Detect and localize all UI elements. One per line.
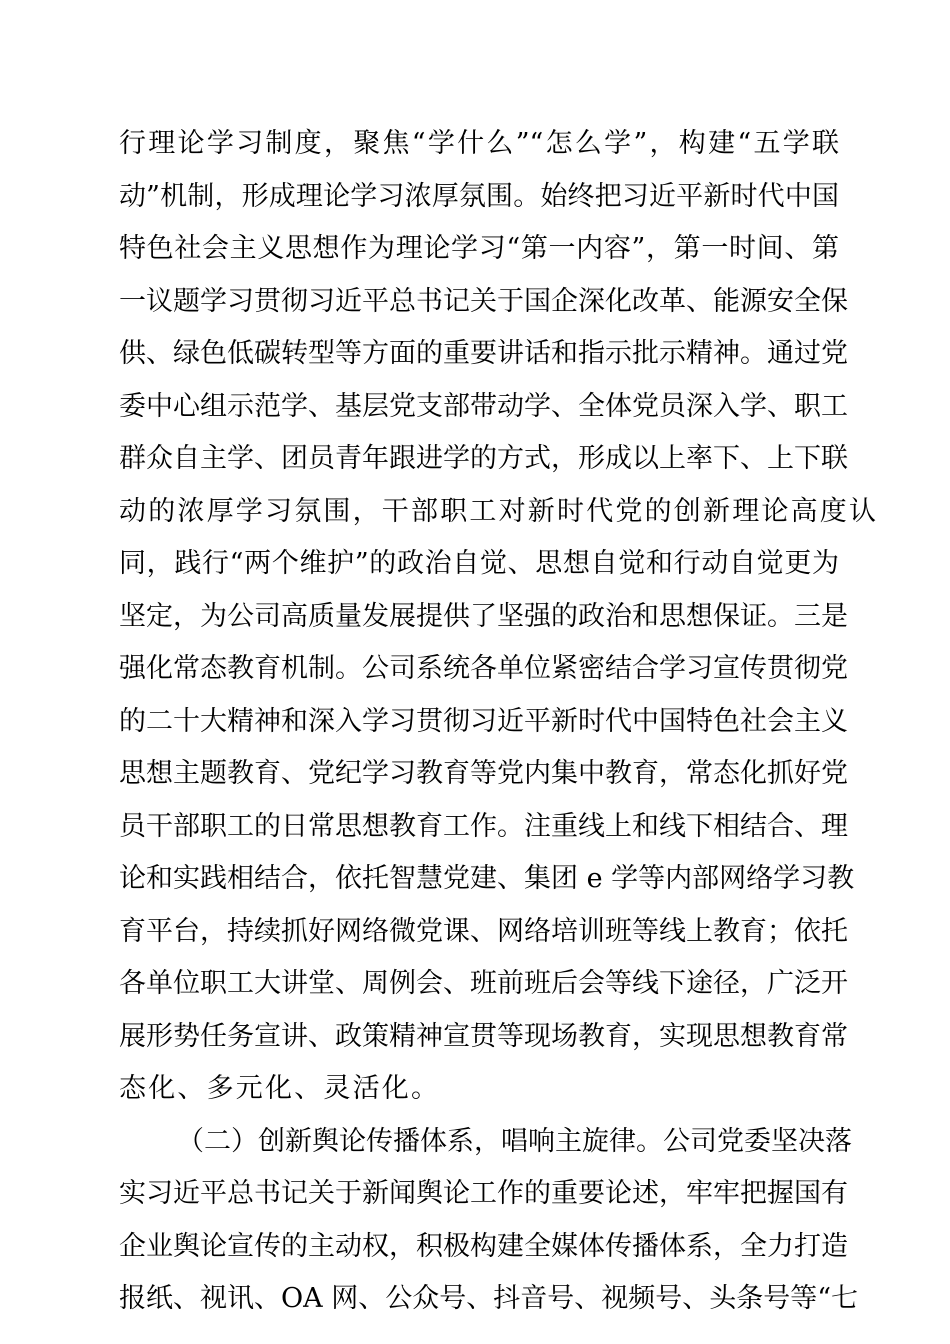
text-line-18: 展形势任务宣讲、政策精神宣贯等现场教育，实现思想教育常 xyxy=(119,1020,848,1052)
text-line-11: 强化常态教育机制。公司系统各单位紧密结合学习宣传贯彻党 xyxy=(119,653,848,684)
text-line-6: 委中心组示范学、基层党支部带动学、全体党员深入学、职工 xyxy=(119,390,848,422)
body-text xyxy=(119,118,879,1326)
text-line-19: 态化、多元化、灵活化。 xyxy=(119,1073,441,1104)
text-line-16: 育平台，持续抓好网络微党课、网络培训班等线上教育；依托 xyxy=(119,915,848,947)
text-line-9: 同，践行“两个维护”的政治自觉、思想自觉和行动自觉更为 xyxy=(119,548,839,579)
text-line-17: 各单位职工大讲堂、周例会、班前班后会等线下途径，广泛开 xyxy=(119,968,848,999)
text-line-1: 行理论学习制度，聚焦“学什么”“怎么学”，构建“五学联 xyxy=(119,128,839,159)
text-line-3: 特色社会主义思想作为理论学习“第一内容”，第一时间、第 xyxy=(119,233,839,264)
section-heading-line: （二）创新舆论传播体系，唱响主旋律。公司党委坚决落 xyxy=(177,1125,852,1157)
text-line-8: 动的浓厚学习氛围，干部职工对新时代党的创新理论高度认 xyxy=(119,495,879,527)
text-line-7: 群众自主学、团员青年跟进学的方式，形成以上率下、上下联 xyxy=(119,443,848,474)
text-line-23: 报纸、视讯、OA 网、公众号、抖音号、视频号、头条号等“七 xyxy=(119,1283,859,1314)
text-line-4: 一议题学习贯彻习近平总书记关于国企深化改革、能源安全保 xyxy=(119,285,848,317)
text-line-15: 论和实践相结合，依托智慧党建、集团 e 学等内部网络学习教 xyxy=(119,863,855,894)
text-line-13: 思想主题教育、党纪学习教育等党内集中教育，常态化抓好党 xyxy=(119,758,848,789)
text-line-14: 员干部职工的日常思想教育工作。注重线上和线下相结合、理 xyxy=(119,810,848,842)
text-line-21: 实习近平总书记关于新闻舆论工作的重要论述，牢牢把握国有 xyxy=(119,1178,848,1209)
text-line-2: 动”机制，形成理论学习浓厚氛围。始终把习近平新时代中国 xyxy=(119,180,839,212)
text-line-22: 企业舆论宣传的主动权，积极构建全媒体传播体系，全力打造 xyxy=(119,1230,848,1262)
text-line-12: 的二十大精神和深入学习贯彻习近平新时代中国特色社会主义 xyxy=(119,705,848,737)
text-line-5: 供、绿色低碳转型等方面的重要讲话和指示批示精神。通过党 xyxy=(119,338,848,369)
text-line-10: 坚定，为公司高质量发展提供了坚强的政治和思想保证。三是 xyxy=(119,600,848,632)
